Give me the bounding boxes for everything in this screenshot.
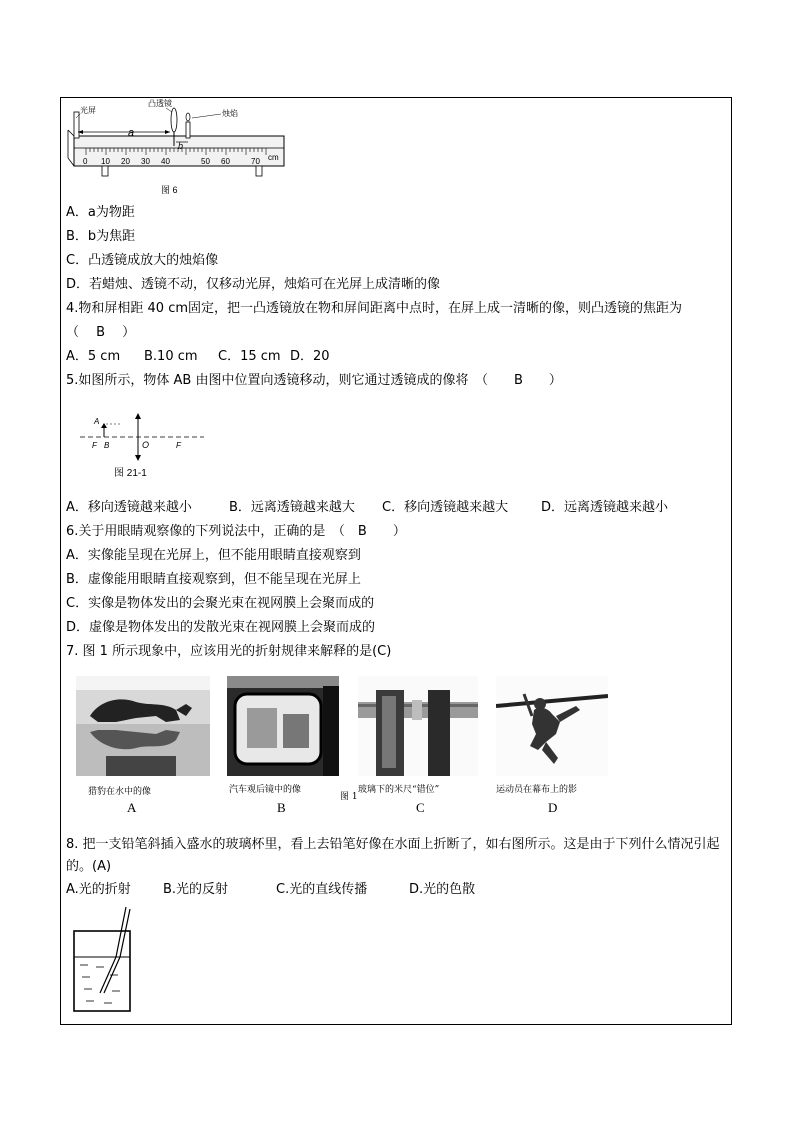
q3-option-b: B．b为焦距 — [66, 229, 136, 244]
lens-diagram — [76, 412, 216, 482]
point-a-label: A — [94, 417, 100, 426]
q8-option-b: B.光的反射 — [163, 882, 229, 897]
ruler-glass-photo — [358, 676, 478, 776]
label-candle: 烛焰 — [222, 109, 238, 118]
q5-option-d: D．远离透镜越来越小 — [541, 500, 669, 515]
focus-right-label: F — [176, 441, 181, 450]
caption-d: 运动员在幕布上的影 — [496, 785, 578, 795]
tick-label: 60 — [221, 157, 230, 166]
q4-answer: （ B ） — [66, 325, 136, 340]
tick-label: 20 — [121, 157, 130, 166]
pencil-glass-figure — [70, 905, 136, 1015]
q6-stem: 6.关于用眼睛观察像的下列说法中，正确的是 （ B ） — [66, 524, 406, 539]
caption-b: 汽车观后镜中的像 — [229, 785, 302, 795]
q4-option-b: B.10 cm — [144, 349, 198, 364]
q5-stem: 5.如图所示，物体 AB 由图中位置向透镜移动，则它通过透镜成的像将 （ B ） — [66, 373, 562, 388]
q4-stem: 4.物和屏相距 40 cm固定，把一凸透镜放在物和屏间距离中点时，在屏上成一清晰的像，则凸透镜的焦距为 — [66, 301, 683, 316]
q4-option-c: C．15 cm — [218, 349, 281, 364]
tick-label: 40 — [161, 157, 170, 166]
q5-option-c: C．移向透镜越来越大 — [382, 500, 509, 515]
caption-a: 猎豹在水中的像 — [88, 787, 152, 797]
car-mirror-photo — [227, 676, 339, 776]
leopard-reflection-photo — [76, 676, 210, 776]
tick-label: 50 — [201, 157, 210, 166]
unit-label: cm — [268, 153, 279, 162]
q4-option-d: D．20 — [290, 349, 330, 364]
figure1-label: 图 1 — [340, 792, 358, 802]
point-b-label: B — [104, 441, 110, 450]
tick-label: 70 — [251, 157, 260, 166]
focus-left-label: F — [92, 441, 97, 450]
fig21-caption: 图 21-1 — [114, 468, 147, 479]
tick-label: 10 — [101, 157, 110, 166]
letter-a: A — [127, 800, 137, 815]
q5-option-a: A．移向透镜越来越小 — [66, 500, 192, 515]
letter-b: B — [277, 800, 286, 815]
label-a: a — [128, 127, 135, 139]
q6-option-c: C．实像是物体发出的会聚光束在视网膜上会聚而成的 — [66, 596, 375, 611]
q8-option-c: C.光的直线传播 — [276, 882, 368, 897]
optical-bench-figure — [66, 98, 288, 198]
q3-option-a: A．a为物距 — [66, 205, 135, 220]
q3-option-c: C．凸透镜成放大的烛焰像 — [66, 253, 219, 268]
label-lens: 凸透镜 — [148, 99, 172, 108]
q5-option-b: B．远离透镜越来越大 — [229, 500, 355, 515]
label-screen: 光屏 — [80, 106, 96, 115]
label-b: b — [178, 141, 184, 151]
point-o-label: O — [142, 440, 150, 450]
q8-stem: 8. 把一支铅笔斜插入盛水的玻璃杯里，看上去铅笔好像在水面上折断了，如右图所示。这是由于下列什么情况引起的。(A) — [66, 837, 720, 874]
q7-stem: 7. 图 1 所示现象中，应该用光的折射规律来解释的是(C) — [66, 644, 392, 659]
tick-label: 0 — [83, 157, 88, 166]
fig6-caption: 图 6 — [161, 185, 178, 195]
q6-option-a: A．实像能呈现在光屏上，但不能用眼睛直接观察到 — [66, 548, 361, 563]
q8-option-d: D.光的色散 — [409, 882, 476, 897]
q4-option-a: A．5 cm — [66, 349, 121, 364]
tick-label: 30 — [141, 157, 150, 166]
letter-c: C — [416, 800, 425, 815]
q8-option-a: A.光的折射 — [66, 882, 131, 897]
athlete-shadow-photo — [496, 676, 608, 776]
q3-option-d: D．若蜡烛、透镜不动，仅移动光屏，烛焰可在光屏上成清晰的像 — [66, 277, 441, 292]
letter-d: D — [548, 800, 558, 815]
q6-option-b: B．虚像能用眼睛直接观察到，但不能呈现在光屏上 — [66, 572, 361, 587]
caption-c: 玻璃下的米尺“错位” — [358, 785, 440, 795]
q6-option-d: D．虚像是物体发出的发散光束在视网膜上会聚而成的 — [66, 620, 376, 635]
